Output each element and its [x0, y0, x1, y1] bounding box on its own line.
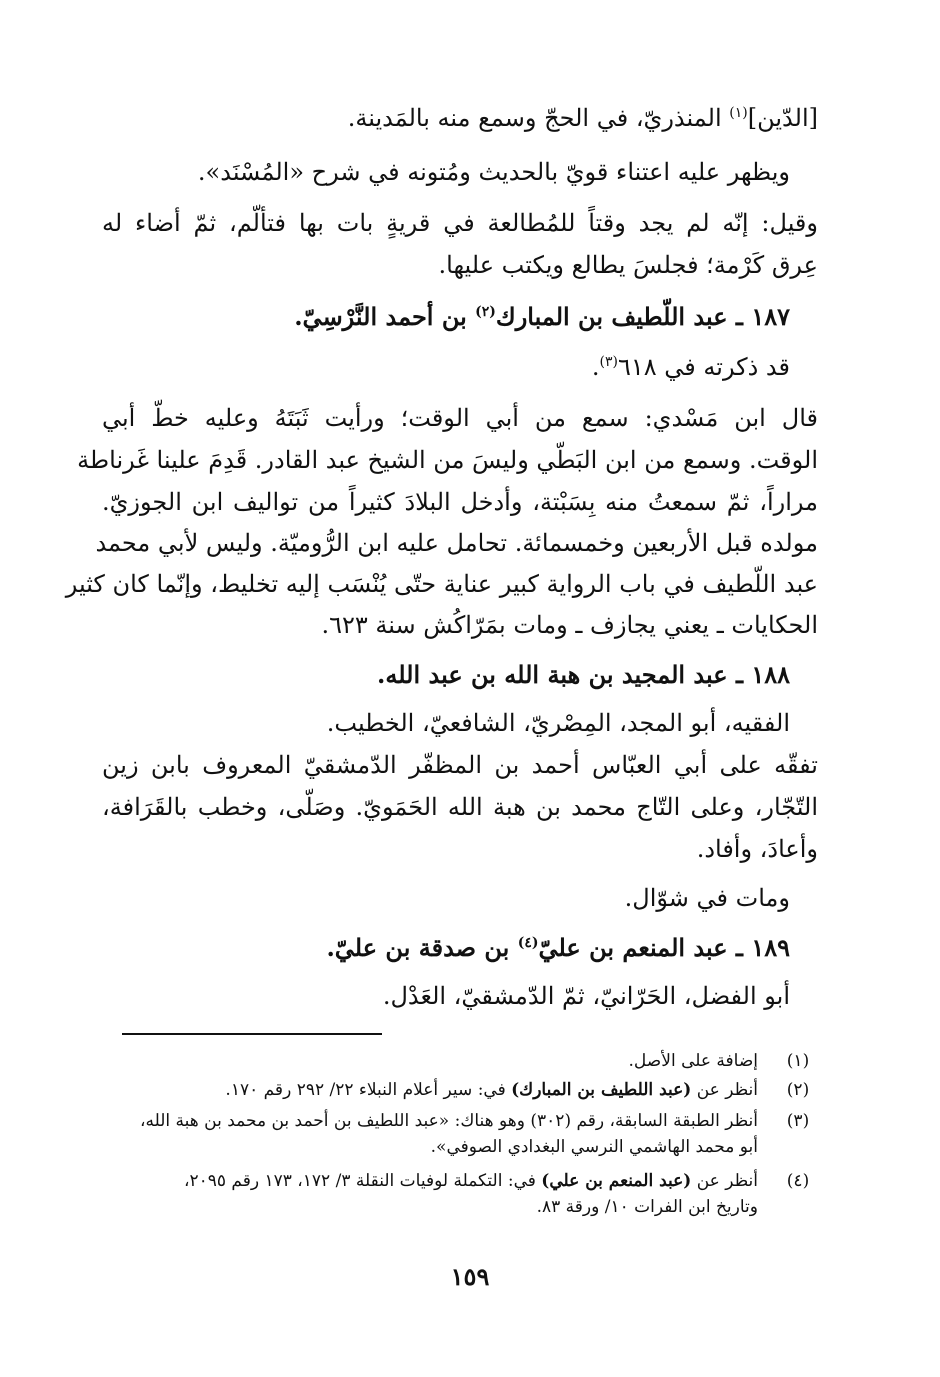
text-line: التّجّار، وعلى التّاج محمد بن هبة الله الحَمَويّ. وصَلّى، وخطب بالقَرَافة،	[102, 793, 818, 821]
footnote-number: (١)	[786, 1051, 810, 1071]
entry-heading-188: ١٨٨ ـ عبد المجيد بن هبة الله بن عبد الله.	[376, 660, 790, 689]
footnote-text-continued: وتاريخ ابن الفرات ١٠/ ورقة ٨٣.	[536, 1197, 758, 1217]
footnote-number: (٤)	[786, 1171, 810, 1191]
footnote-ref[interactable]: (٢)	[475, 304, 496, 320]
footnote-text: أنظر الطبقة السابقة، رقم (٣٠٢) وهو هناك: «عبد اللطيف بن أحمد بن محمد بن هبة الله،	[140, 1111, 758, 1131]
footnote-ref[interactable]: (١)	[729, 105, 748, 121]
footnote-divider	[122, 1033, 382, 1035]
footnote-3	[102, 1108, 818, 1160]
footnote-1	[102, 1048, 818, 1074]
page-number: ١٥٩	[450, 1262, 490, 1291]
footnote-text: إضافة على الأصل.	[628, 1051, 758, 1071]
entry-heading-189: ١٨٩ ـ عبد المنعم بن عليّ$^{(٤)}$ بن صدقة بن عليّ.	[326, 933, 790, 962]
text-line: مراراً، ثمّ سمعتُ منه بِسَبْتة، وأدخل البلادَ كثيراً من تواليف ابن الجوزيّ.	[102, 488, 818, 516]
footnote-4	[102, 1168, 818, 1220]
footnote-number: (٣)	[786, 1111, 810, 1131]
footnote-ref[interactable]: (٤)	[517, 935, 539, 951]
text-line: قال ابن مَسْدي: سمع من أبي الوقت؛ ورأيت ثَبَتَهُ وعليه خطّ أبي	[102, 404, 818, 432]
text-line: وأعادَ، وأفاد.	[696, 835, 818, 863]
text-line: [الدّين]$^{(١)}$ المنذريّ، في الحجّ وسمع منه بالمَدينة.	[347, 104, 818, 132]
footnote-2	[102, 1077, 818, 1103]
text-line: الوقت. وسمع من ابن البَطّي وليسَ من الشيخ عبد القادر. قَدِمَ علينا غَرناطة	[77, 446, 818, 474]
text-line: أبو الفضل، الحَرّانيّ، ثمّ الدّمشقيّ، العَدْل.	[382, 982, 790, 1010]
text-line: ومات في شوّال.	[624, 884, 790, 912]
footnote-number: (٢)	[786, 1080, 810, 1100]
text-line: الحكايات ـ يعني يجازف ـ ومات بمَرّاكُش سنة ٦٢٣.	[321, 611, 818, 639]
text-line: الفقيه، أبو المجد، المِصْريّ، الشافعيّ، الخطيب.	[326, 709, 790, 737]
footnote-ref[interactable]: (٣)	[599, 354, 618, 370]
text-line: ويظهر عليه اعتناء قويّ بالحديث ومُتونه في شرح «المُسْنَد».	[197, 158, 790, 186]
text-line: مولده قبل الأربعين وخمسمائة. تحامل عليه ابن الرُّوميّة. وليس لأبي محمد	[95, 529, 818, 557]
footnote-text: أنظر عن (عبد المنعم بن علي) في: التكملة لوفيات النقلة ٣/ ١٧٢، ١٧٣ رقم ٢٠٩٥،	[184, 1171, 758, 1191]
text-line: تفقّه على أبي العبّاس أحمد بن المظفّر الدّمشقيّ المعروف بابن زين	[102, 751, 818, 779]
footnote-text-continued: أبو محمد الهاشمي النرسي البغدادي الصوفي».	[430, 1137, 758, 1157]
text-line: عبد اللّطيف في باب الرواية كبير عناية حتّى يُنْسَب إليه تخليط، وإنّما كان كثير	[65, 570, 818, 598]
footnote-text: أنظر عن (عبد اللطيف بن المبارك) في: سير أعلام النبلاء ٢٢/ ٢٩٢ رقم ١٧٠.	[225, 1080, 758, 1100]
text-line: قد ذكرته في ٦١٨$^{(٣)}$.	[591, 353, 790, 381]
text-line: عِرق كَرْمة؛ فجلسَ يطالع ويكتب عليها.	[438, 251, 818, 279]
text-line: وقيل: إنّه لم يجد وقتاً للمُطالعة في قريةٍ بات بها فتألّم، ثمّ أضاء له	[102, 209, 818, 237]
entry-heading-187: ١٨٧ ـ عبد اللّطيف بن المبارك$^{(٢)}$ بن أحمد النَّرْسِيّ.	[294, 302, 790, 331]
